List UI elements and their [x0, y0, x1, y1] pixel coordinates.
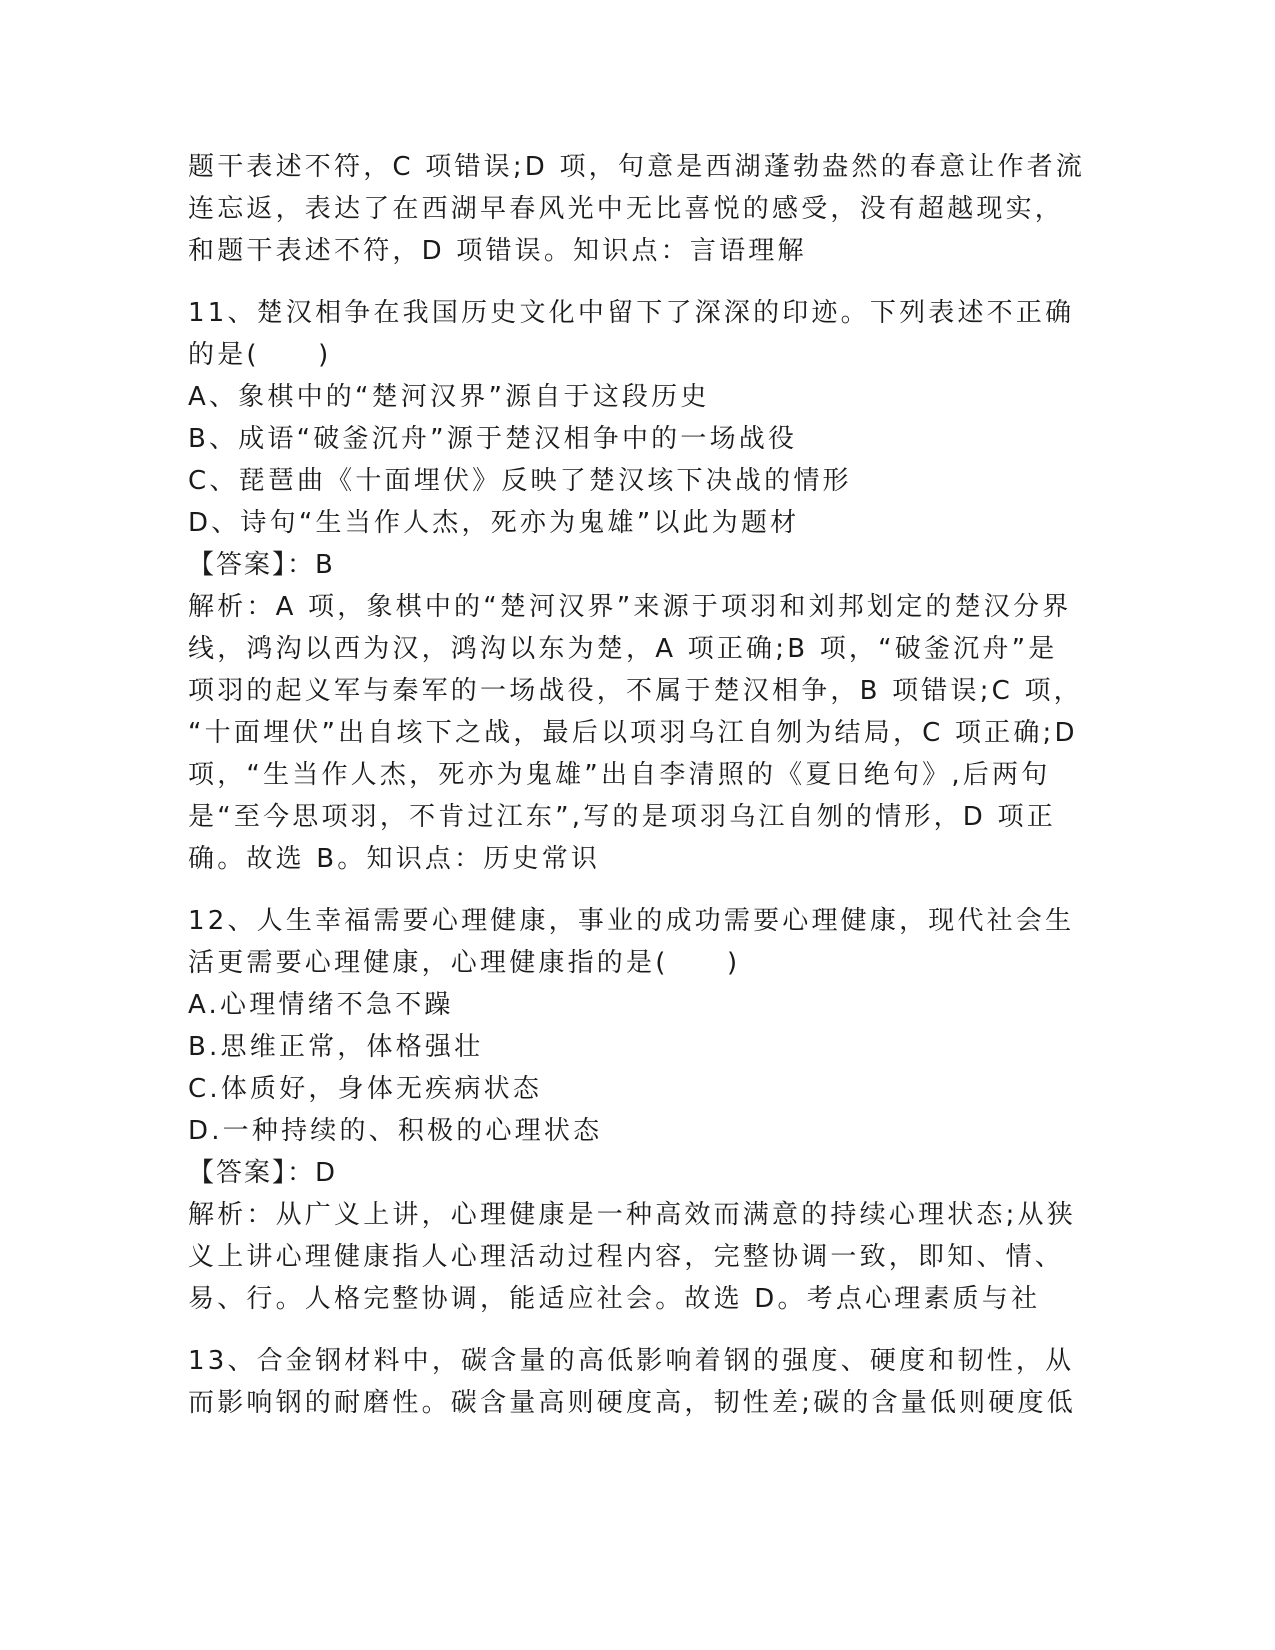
text-line: 题干表述不符，C 项错误;D 项，句意是西湖蓬勃盎然的春意让作者流	[188, 152, 1086, 182]
question-stem-line: 活更需要心理健康，心理健康指的是( )	[188, 948, 741, 978]
option-c: C.体质好，身体无疾病状态	[188, 1074, 543, 1104]
question-stem-line: 的是( )	[188, 340, 332, 370]
question-11	[188, 292, 1088, 880]
question-stem-line: 而影响钢的耐磨性。碳含量高则硬度高，韧性差;碳的含量低则硬度低	[188, 1388, 1076, 1418]
paragraph-gap	[188, 1320, 1088, 1340]
question-13	[188, 1340, 1088, 1424]
analysis-line: 解析：A 项，象棋中的“楚河汉界”来源于项羽和刘邦划定的楚汉分界	[188, 592, 1072, 622]
text-line: 连忘返，表达了在西湖早春风光中无比喜悦的感受，没有超越现实，	[188, 194, 1065, 224]
q10-analysis-tail	[188, 146, 1088, 272]
question-stem-line: 12、人生幸福需要心理健康，事业的成功需要心理健康，现代社会生	[188, 906, 1075, 936]
analysis-line: 义上讲心理健康指人心理活动过程内容，完整协调一致，即知、情、	[188, 1242, 1065, 1272]
analysis-line: 解析：从广义上讲，心理健康是一种高效而满意的持续心理状态;从狭	[188, 1200, 1076, 1230]
option-c: C、琵琶曲《十面埋伏》反映了楚汉垓下决战的情形	[188, 466, 852, 496]
option-b: B.思维正常，体格强壮	[188, 1032, 484, 1062]
option-b: B、成语“破釜沉舟”源于楚汉相争中的一场战役	[188, 424, 798, 454]
option-a: A、象棋中的“楚河汉界”源自于这段历史	[188, 382, 710, 412]
question-stem-line: 13、合金钢材料中，碳含量的高低影响着钢的强度、硬度和韧性，从	[188, 1346, 1075, 1376]
analysis-line: 易、行。人格完整协调，能适应社会。故选 D。考点心理素质与社	[188, 1284, 1041, 1314]
text-line: 和题干表述不符，D 项错误。知识点：言语理解	[188, 236, 807, 266]
option-d: D.一种持续的、积极的心理状态	[188, 1116, 603, 1146]
paragraph-gap	[188, 272, 1088, 292]
analysis-line: “十面埋伏”出自垓下之战，最后以项羽乌江自刎为结局，C 项正确;D	[188, 718, 1078, 748]
analysis-line: 确。故选 B。知识点：历史常识	[188, 844, 601, 874]
page-content	[188, 146, 1088, 1424]
question-stem-line: 11、楚汉相争在我国历史文化中留下了深深的印迹。下列表述不正确	[188, 298, 1075, 328]
analysis-line: 是“至今思项羽，不肯过江东”,写的是项羽乌江自刎的情形，D 项正	[188, 802, 1056, 832]
answer-label: 【答案】：B	[188, 550, 335, 580]
option-d: D、诗句“生当作人杰，死亦为鬼雄”以此为题材	[188, 508, 800, 538]
analysis-line: 项羽的起义军与秦军的一场战役，不属于楚汉相争，B 项错误;C 项，	[188, 676, 1083, 706]
analysis-line: 项，“生当作人杰，死亦为鬼雄”出自李清照的《夏日绝句》,后两句	[188, 760, 1051, 790]
answer-label: 【答案】：D	[188, 1158, 338, 1188]
option-a: A.心理情绪不急不躁	[188, 990, 454, 1020]
analysis-line: 线，鸿沟以西为汉，鸿沟以东为楚，A 项正确;B 项，“破釜沉舟”是	[188, 634, 1058, 664]
paragraph-gap	[188, 880, 1088, 900]
question-12	[188, 900, 1088, 1320]
